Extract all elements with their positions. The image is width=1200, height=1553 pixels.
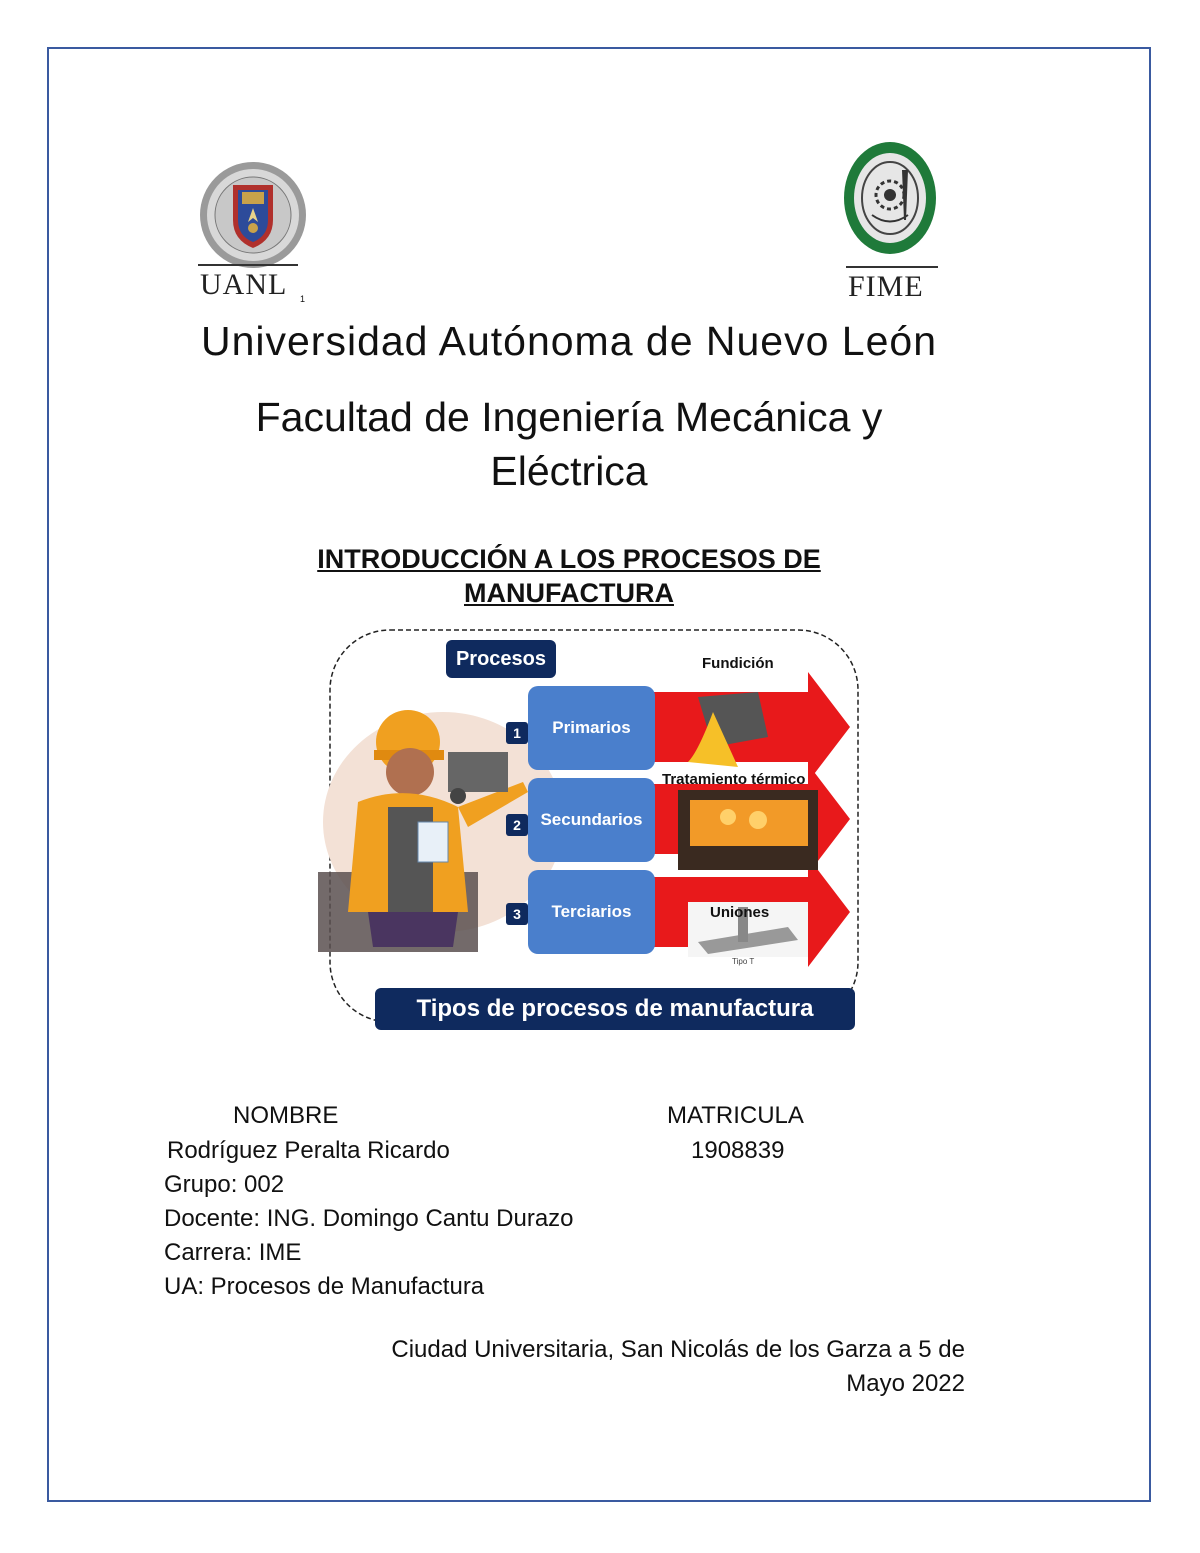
teacher-line: Docente: ING. Domingo Cantu Durazo [164,1205,574,1232]
step-box-secundarios: Secundarios [528,778,655,862]
example-fundicion: Fundición [702,655,774,672]
student-name: Rodríguez Peralta Ricardo [167,1137,450,1164]
university-name: Universidad Autónoma de Nuevo León [200,318,938,364]
faculty-line-2: Eléctrica [490,448,648,494]
name-header: NOMBRE [233,1102,339,1129]
uanl-logo-text: UANL [200,268,288,301]
uanl-superscript: 1 [300,294,306,304]
fime-logo [836,140,946,305]
place-line-1: Ciudad Universitaria, San Nicolás de los Garza a 5 de [391,1336,965,1363]
uanl-seal-icon [198,160,308,270]
process-figure [318,622,863,1034]
title-line-1: INTRODUCCIÓN A LOS PROCESOS DE [317,544,821,574]
place-line-2: Mayo 2022 [846,1370,965,1397]
fime-seal-icon [842,140,938,256]
fime-logo-text: FIME [848,270,924,303]
procesos-heading: Procesos [446,640,556,678]
step-box-terciarios: Terciarios [528,870,655,954]
step-number-1: 1 [506,722,528,744]
group-line: Grupo: 002 [164,1171,285,1198]
student-id: 1908839 [691,1137,785,1164]
faculty-line-1: Facultad de Ingeniería Mecánica y [255,394,883,440]
course-line: UA: Procesos de Manufactura [164,1273,485,1300]
example-tratamiento-termico: Tratamiento térmico [662,771,806,788]
faculty-name [0,390,1138,498]
id-header: MATRICULA [667,1102,804,1129]
example-uniones: Uniones [710,904,770,921]
place-date [300,1333,965,1401]
step-box-primarios: Primarios [528,686,655,770]
step-number-3: 3 [506,903,528,925]
document-title [0,542,1138,610]
title-line-2: MANUFACTURA [464,578,674,608]
example-small-label: Tipo T [732,957,755,966]
career-line: Carrera: IME [164,1239,302,1266]
uanl-logo [190,160,320,310]
step-number-2: 2 [506,814,528,836]
figure-caption: Tipos de procesos de manufactura [375,988,855,1030]
